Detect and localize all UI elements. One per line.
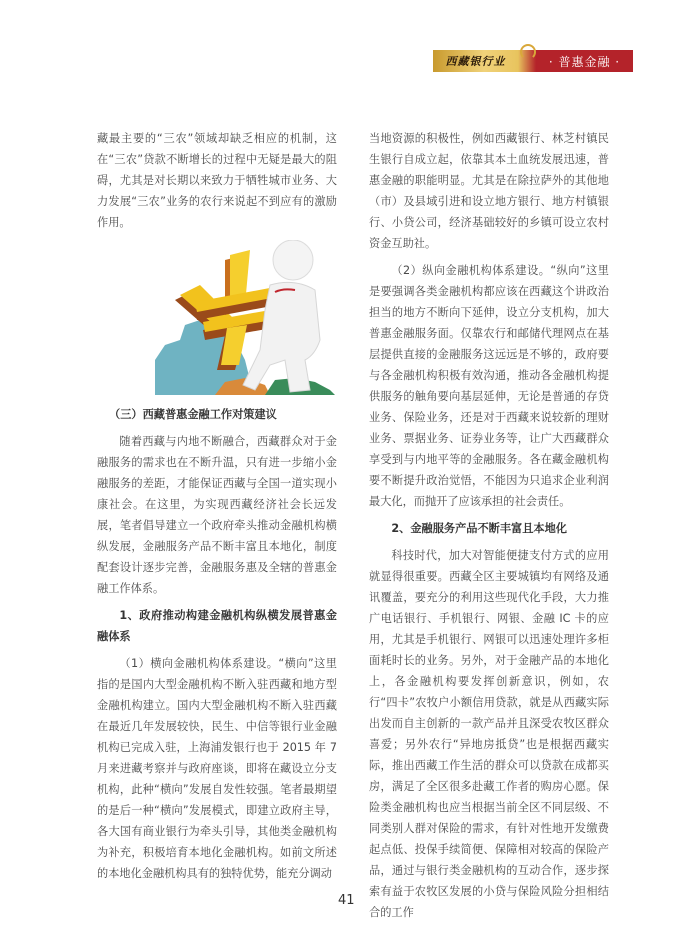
illustration-figure [155, 240, 340, 395]
paragraph-continued-right: 当地资源的积极性，例如西藏银行、林芝村镇民生银行自成立起，依靠其本土血统发展迅速，普惠金融的职能明显。尤其是在除拉萨外的其他地（市）及县域引进和设立地方银行、地方村镇银行、小贷公司，经济基础较好的乡镇可设立农村资金互助社。 [369, 132, 609, 250]
yuan-carrier-illustration [155, 240, 340, 395]
section-label: 西藏银行业 [433, 50, 518, 72]
paragraph-vertical-build: （2）纵向金融机构体系建设。“纵向”这里是要强调各类金融机构都应该在西藏这个讲政治担当的地方不断向下延伸，设立分支机构，加大普惠金融服务面。仅靠农行和邮储代理网点在基层提供直接的金融服务这远远是不够的，政府要与各金融机构积极有效沟通，推动各金融机构提供服务的触角要向基层延伸，无论是普通的存贷业务、保险业务，还是对于西藏来说较新的理财业务、票据业务、证券业务等，让广大西藏群众享受到与内地平等的金融服务。各在藏金融机构要不断提升政治觉悟，不能因为只追求企业利润最大化，而抛开了应该承担的社会责任。 [369, 264, 609, 508]
header-banner [433, 50, 633, 72]
right-column [369, 128, 609, 923]
paragraph-horizontal-build: （1）横向金融机构体系建设。“横向”这里指的是国内大型金融机构不断入驻西藏和地方型金融机构建立。国内大型金融机构不断入驻西藏在最近几年发展较快，民生、中信等银行业金融机构已完成入驻，上海浦发银行也于 2015 年 7 月来进藏考察并与政府座谈，即将在藏设立分支机构，此种“横向”发展自发性较强。笔者最期望的是后一种“横向”发展模式，即建立政府主导，各大国有商业银行为牵头引导，其他类金融机构为补充，积极培育本地化金融机构。如前文所述的本地化金融机构具有的独特优势，能充分调动 [97, 657, 337, 880]
page-number: 41 [338, 893, 355, 908]
subheading-1: 1、政府推动构建金融机构纵横发展普惠金融体系 [97, 609, 337, 643]
left-column-top [97, 128, 337, 233]
paragraph-products: 科技时代，加大对智能便捷支付方式的应用就显得很重要。西藏全区主要城镇均有网络及通讯覆盖，要充分的利用这些现代化手段，大力推广电话银行、手机银行、网银、金融 IC 卡的应用，尤其是手机银行、网银可以迅速处理许多柜面耗时长的业务。另外，对于金融产品的本地化上，各金融机构要发挥创新意识，例如，农行“四卡”农牧户小额信用贷款，就是从西藏实际出发而自主创新的一款产品并且深受农牧区群众喜爱；另外农行“异地房抵贷”也是根据西藏实际，推出西藏工作生活的群众可以贷款在成都买房，满足了全区很多赴藏工作者的购房心愿。保险类金融机构也应当根据当前全区不同层级、不同类别人群对保险的需求，有针对性地开发缴费起点低、投保手续简便、保障相对较高的保险产品，通过与银行类金融机构的互动合作，逐步探索有益于农牧区发展的小贷与保险风险分担相结合的工作 [369, 549, 609, 919]
section-heading: （三）西藏普惠金融工作对策建议 [109, 408, 277, 421]
topic-label: · 普惠金融 · [536, 50, 633, 72]
paragraph-continued: 藏最主要的“三农”领域却缺乏相应的机制，这在“三农”贷款不断增长的过程中无疑是最大的阻碍，尤其是对长期以来致力于牺牲城市业务、大力发展“三农”业务的农行来说起不到应有的激励作用。 [97, 132, 337, 229]
swirl-ornament-icon [518, 50, 536, 72]
subheading-2: 2、金融服务产品不断丰富且本地化 [391, 522, 567, 535]
intro-paragraph: 随着西藏与内地不断融合，西藏群众对于金融服务的需求也在不断升温，只有进一步缩小金融服务的差距，才能保证西藏与全国一道实现小康社会。在这里，为实现西藏经济社会长远发展，笔者倡导建立一个政府牵头推动金融机构横纵发展，金融服务产品不断丰富且本地化，制度配套设计逐步完善，金融服务惠及全辖的普惠金融工作体系。 [97, 435, 337, 595]
left-column-bottom [97, 404, 337, 884]
